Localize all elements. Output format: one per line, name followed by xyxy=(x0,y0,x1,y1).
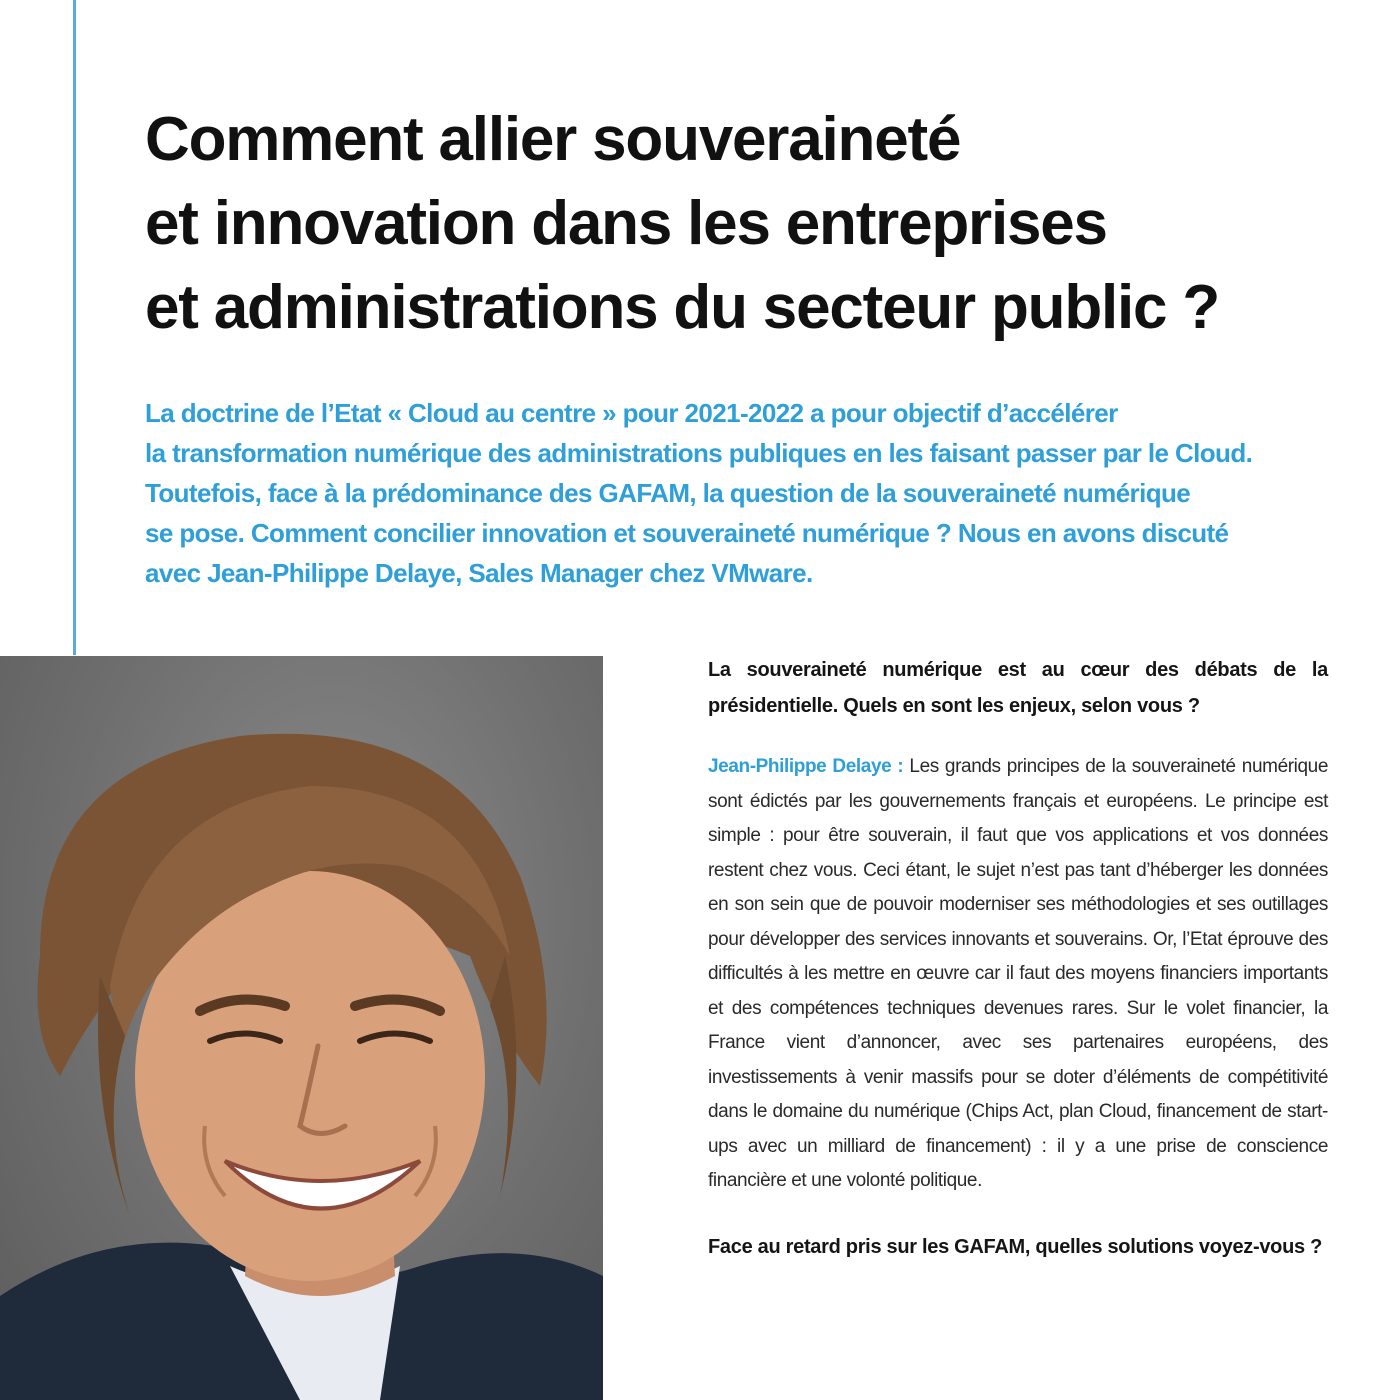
lead-line: se pose. Comment concilier innovation et souveraineté numérique ? Nous en avons discuté xyxy=(145,518,1229,548)
article-title xyxy=(145,98,1385,350)
article-lead xyxy=(145,393,1385,593)
interview-question: Face au retard pris sur les GAFAM, quelles solutions voyez-vous ? xyxy=(708,1235,1323,1258)
answer-text: Les grands principes de la souveraineté numérique sont édictés par les gouvernements français et européens. Le principe est simple : pour être souverain, il faut que vos applications et vos données restent chez vous. Ceci étant, le sujet n’est pas tant d’héberger les données en son sein que de pouvoir moderniser ses méthodologies et ses outillages pour développer des services innovants et souverains. Or, l’Etat éprouve des difficultés à les mettre en œuvre car il faut des moyens financiers importants et des compétences techniques devenues rares. Sur le volet financier, la France vient d’annoncer, avec ses partenaires européens, des investissements à venir massifs pour se doter d’éléments de compétitivité dans le domaine du numérique (Chips Act, plan Cloud, financement de start-ups avec un milliard de financement) : il y a une prise de conscience financière et une volonté politique. xyxy=(708,756,1328,1191)
interviewee-portrait-photo xyxy=(0,656,603,1400)
interview-question: La souveraineté numérique est au cœur des débats de la présidentielle. Quels en sont les enjeux, selon vous ? xyxy=(708,659,1328,717)
lead-line: la transformation numérique des administrations publiques en les faisant passer par le Cloud. xyxy=(145,438,1253,468)
title-line: et innovation dans les entreprises xyxy=(145,189,1107,258)
title-line: Comment allier souveraineté xyxy=(145,105,961,174)
lead-line: Toutefois, face à la prédominance des GAFAM, la question de la souveraineté numérique xyxy=(145,478,1191,508)
lead-line: avec Jean-Philippe Delaye, Sales Manager chez VMware. xyxy=(145,558,813,588)
vertical-accent-rule xyxy=(73,0,76,655)
lead-line: La doctrine de l’Etat « Cloud au centre » pour 2021-2022 a pour objectif d’accélérer xyxy=(145,398,1118,428)
speaker-name: Jean-Philippe Delaye : xyxy=(708,756,904,777)
title-line: et administrations du secteur public ? xyxy=(145,273,1220,342)
interview-column xyxy=(708,652,1328,1265)
portrait-illustration xyxy=(0,656,603,1400)
interview-answer xyxy=(708,750,1328,1199)
